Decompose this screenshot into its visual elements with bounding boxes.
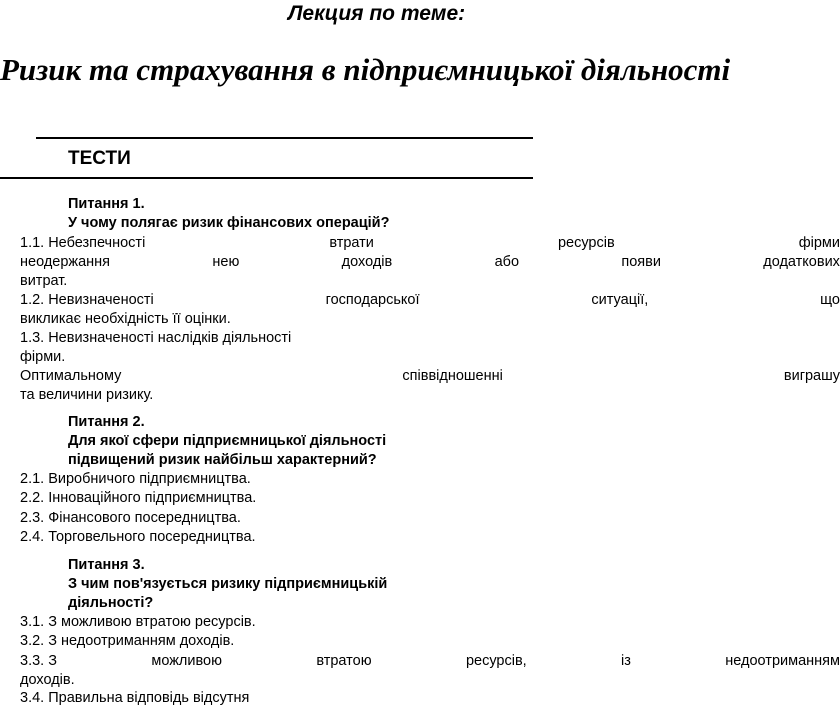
option-3-3: 3.3. З можливою втратою ресурсів, із недоотриманням	[20, 653, 840, 669]
question-3-text-cont: діяльності?	[68, 595, 154, 611]
option-1-4-cont: та величини ризику.	[20, 387, 154, 403]
option-1-3: 1.3. Невизначеності наслідків діяльності	[20, 330, 292, 346]
page-title: Ризик та страхування в підприємницької діяльності	[0, 52, 731, 87]
question-3-number: Питання 3.	[68, 557, 145, 573]
lecture-subtitle: Лекция по теме:	[288, 2, 466, 25]
question-2-text-cont: підвищений ризик найбільш характерний?	[68, 452, 377, 468]
option-2-4: 2.4. Торговельного посередництва.	[20, 529, 256, 545]
option-1-3-cont: фірми.	[20, 349, 66, 365]
option-3-3-cont: доходів.	[20, 672, 75, 688]
bottom-divider	[0, 177, 533, 179]
option-1-1-cont: неодержання нею доходів або появи додаткових	[20, 254, 840, 270]
question-1-number: Питання 1.	[68, 196, 145, 212]
section-heading: ТЕСТИ	[68, 148, 131, 169]
top-divider	[36, 137, 533, 139]
option-3-2: 3.2. З недоотриманням доходів.	[20, 633, 235, 649]
option-3-4: 3.4. Правильна відповідь відсутня	[20, 690, 250, 706]
option-1-2-cont: викликає необхідність її оцінки.	[20, 311, 231, 327]
option-2-1: 2.1. Виробничого підприємництва.	[20, 471, 251, 487]
option-2-3: 2.3. Фінансового посередництва.	[20, 510, 241, 526]
option-1-1-end: витрат.	[20, 273, 68, 289]
option-2-2: 2.2. Інноваційного підприємництва.	[20, 490, 257, 506]
option-1-2: 1.2. Невизначеності господарської ситуації, що	[20, 292, 840, 308]
question-1-text: У чому полягає ризик фінансових операцій?	[68, 215, 390, 231]
question-3-text: З чим пов'язується ризику підприємницькій	[68, 576, 388, 592]
option-3-1: 3.1. З можливою втратою ресурсів.	[20, 614, 256, 630]
question-2-number: Питання 2.	[68, 414, 145, 430]
option-1-1: 1.1. Небезпечності втрати ресурсів фірми	[20, 235, 840, 251]
question-2-text: Для якої сфери підприємницької діяльності	[68, 433, 387, 449]
option-1-4: Оптимальному співвідношенні виграшу	[20, 368, 840, 384]
